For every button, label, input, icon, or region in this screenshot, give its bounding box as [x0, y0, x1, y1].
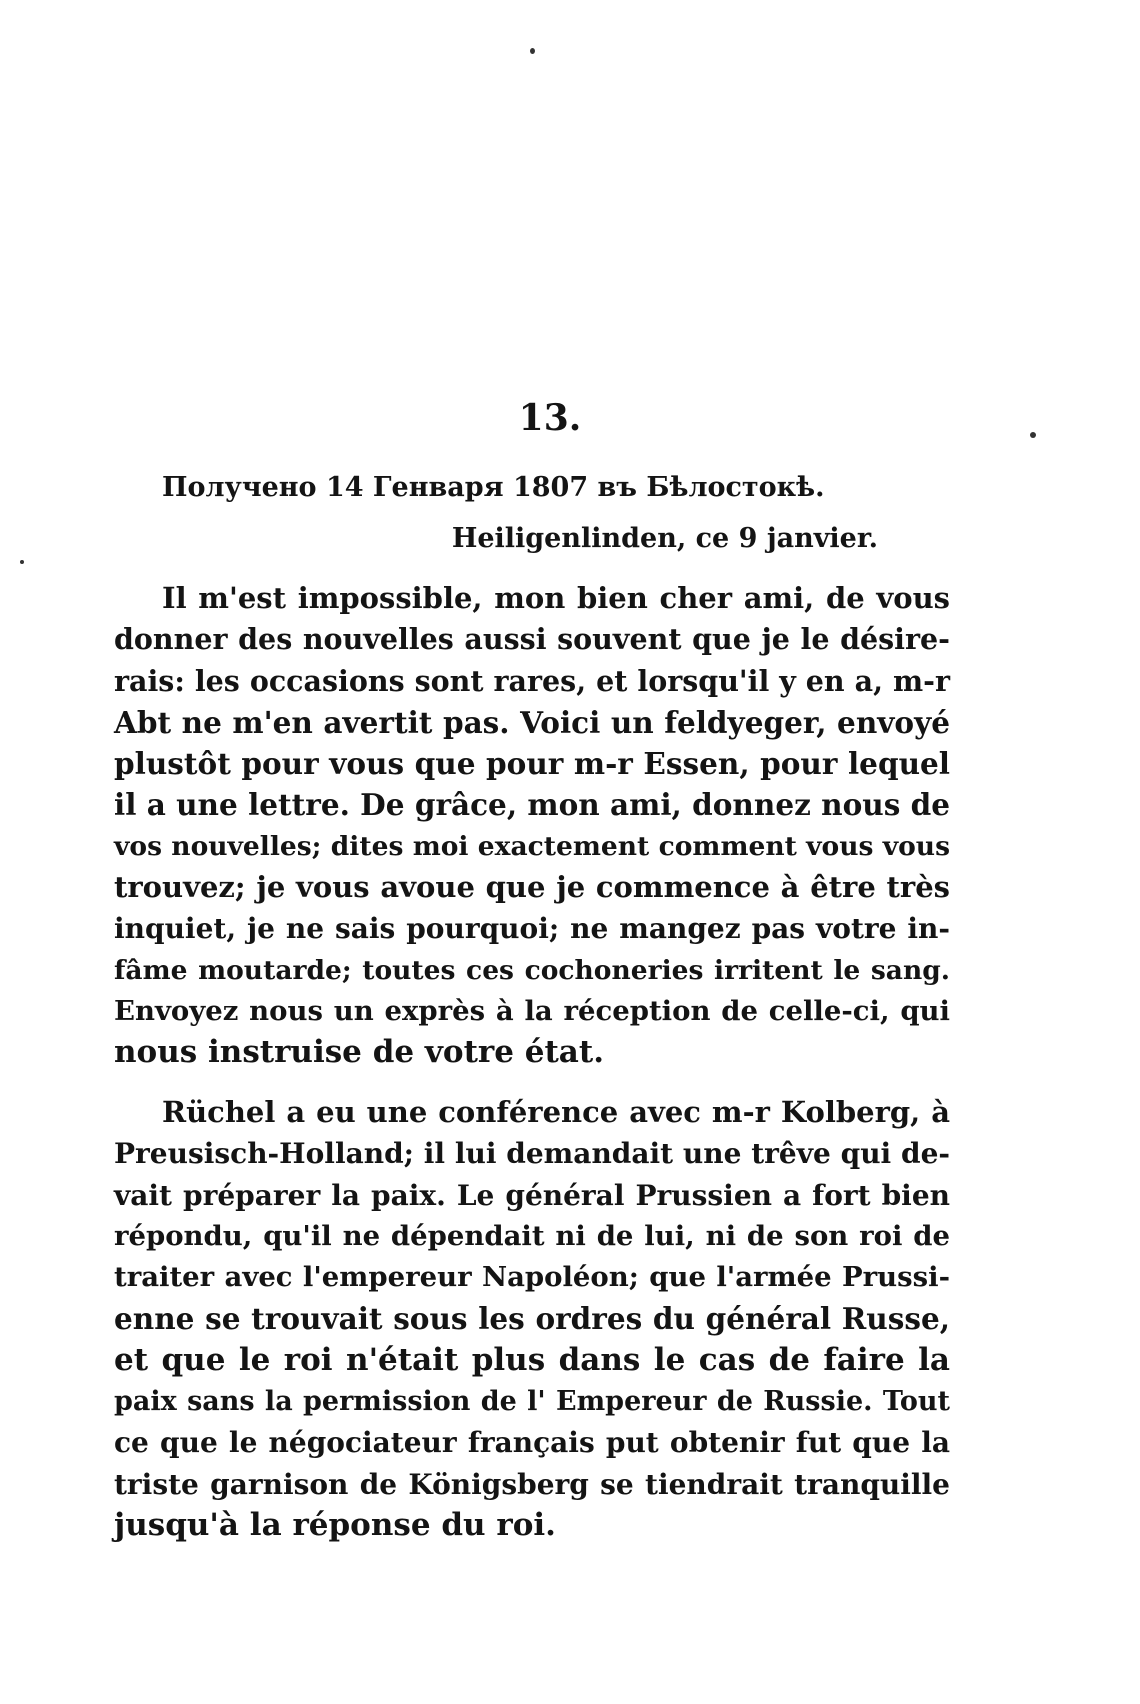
text-line: il a une lettre. De grâce, mon ami, donnez nous de: [114, 787, 950, 823]
text-line: rais: les occasions sont rares, et lorsqu'il y en a, m-r: [114, 663, 950, 698]
text-line: donner des nouvelles aussi souvent que je le désire-: [114, 622, 950, 657]
text-line: trouvez; je vous avoue que je commence à être très: [114, 870, 950, 905]
text-line: et que le roi n'était plus dans le cas de faire la: [114, 1341, 950, 1378]
scan-speck: [20, 560, 24, 564]
scan-speck: [530, 48, 535, 54]
text-line: fâme moutarde; toutes ces cochoneries irritent le sang.: [114, 954, 950, 986]
text-line: Abt ne m'en avertit pas. Voici un feldyeger, envoyé: [114, 704, 950, 740]
place-date: Heiligenlinden, ce 9 janvier.: [451, 523, 878, 554]
text-line: Envoyez nous un exprès à la réception de celle-ci, qui: [114, 994, 950, 1027]
text-line: Preusisch-Holland; il lui demandait une trêve qui de-: [114, 1137, 950, 1171]
text-line: enne se trouvait sous les ordres du général Russe,: [114, 1301, 950, 1337]
received-note: Получено 14 Генваря 1807 въ Бѣлостокѣ.: [162, 472, 825, 503]
text-line: plustôt pour vous que pour m-r Essen, pour lequel: [114, 746, 950, 782]
text-line: nous instruise de votre état.: [114, 1034, 604, 1071]
text-line: triste garnison de Königsberg se tiendrait tranquille: [114, 1467, 950, 1501]
letter-number: 13.: [518, 397, 582, 439]
text-line: vos nouvelles; dites moi exactement comment vous vous: [114, 830, 950, 862]
text-line: Rüchel a eu une conférence avec m-r Kolberg, à: [162, 1095, 950, 1129]
text-line: ce que le négociateur français put obtenir fut que la: [114, 1426, 950, 1460]
text-line: vait préparer la paix. Le général Prussien a fort bien: [114, 1178, 950, 1212]
paragraph-2: [114, 1092, 950, 1546]
text-line: répondu, qu'il ne dépendait ni de lui, ni de son roi de: [114, 1219, 950, 1252]
text-line: traiter avec l'empereur Napoléon; que l'armée Prussi-: [114, 1261, 950, 1294]
text-line: inquiet, je ne sais pourquoi; ne mangez pas votre in-: [114, 912, 950, 946]
text-line: paix sans la permission de l' Empereur de Russie. Tout: [114, 1386, 950, 1418]
paragraph-1: [114, 578, 950, 1074]
text-line: Il m'est impossible, mon bien cher ami, de vous: [162, 581, 950, 615]
text-line: jusqu'à la réponse du roi.: [114, 1506, 556, 1543]
